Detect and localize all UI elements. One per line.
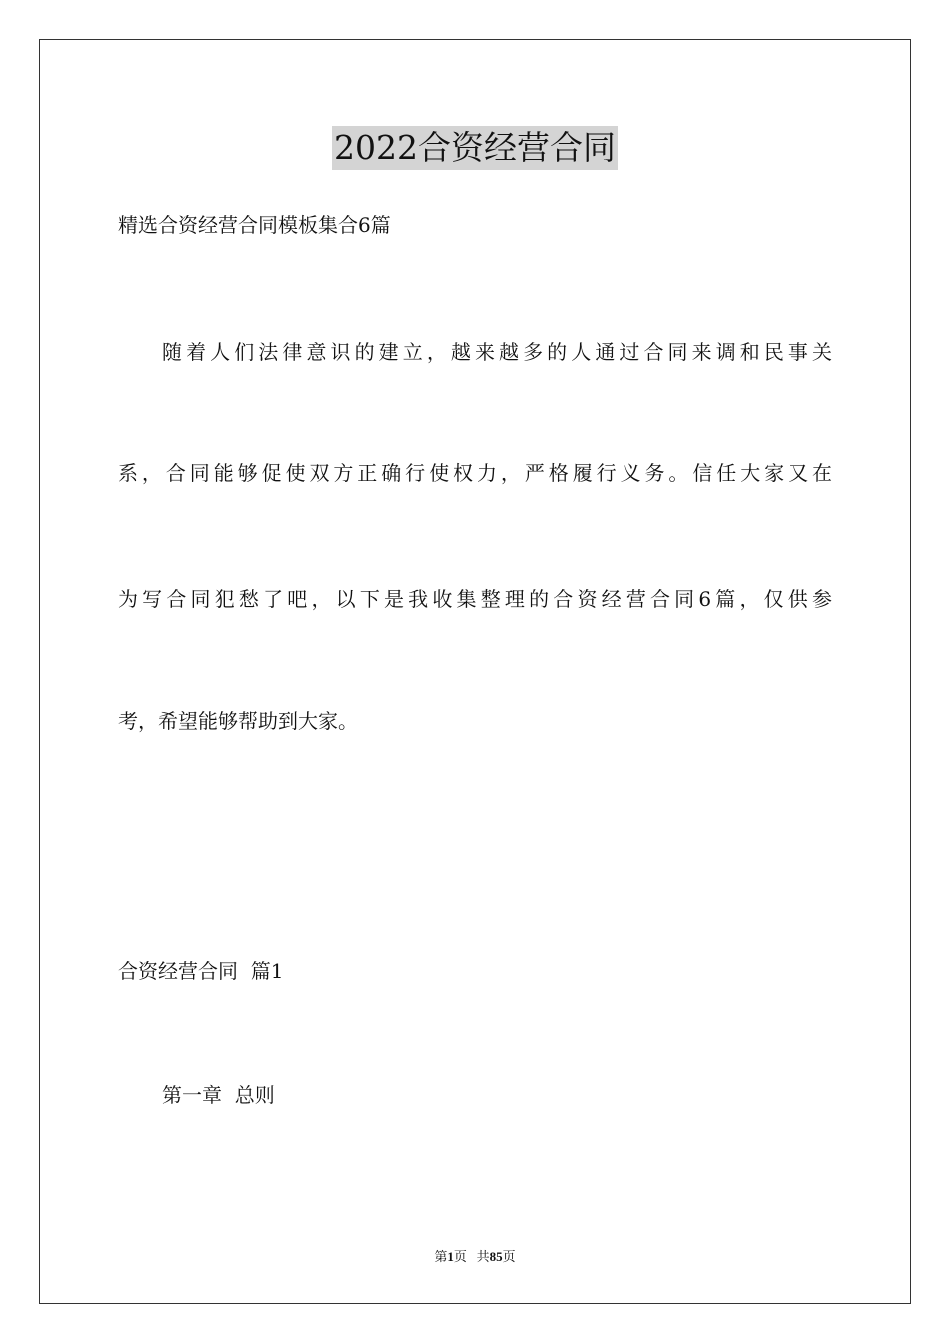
intro-line-1: 随着人们法律意识的建立，越来越多的人通过合同来调和民事关 [162,340,832,364]
document-subtitle: 精选合资经营合同模板集合6篇 [118,213,391,237]
section-heading: 合资经营合同 篇1 [118,959,284,983]
footer-total-pages: 85 [489,1249,503,1264]
footer-total-prefix: 共 [476,1249,490,1264]
intro-line-3: 为写合同犯愁了吧，以下是我收集整理的合资经营合同6篇，仅供参 [118,587,832,611]
document-title: 2022合资经营合同 [332,126,618,170]
intro-line-4: 考，希望能够帮助到大家。 [118,709,358,733]
footer-page-prefix: 第 [434,1249,448,1264]
intro-line-2: 系，合同能够促使双方正确行使权力，严格履行义务。信任大家又在 [118,461,832,485]
page-footer [0,1248,950,1266]
footer-total-suffix: 页 [502,1249,516,1264]
footer-page-suffix: 页 [453,1249,467,1264]
footer-page-number: 1 [447,1249,454,1264]
chapter-heading: 第一章 总则 [162,1083,275,1107]
title-container [0,126,950,170]
